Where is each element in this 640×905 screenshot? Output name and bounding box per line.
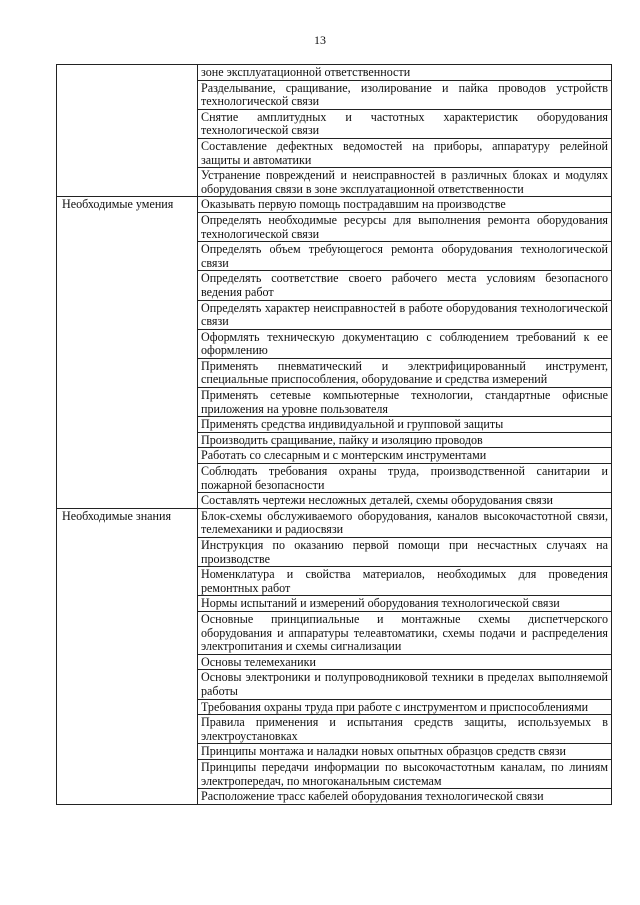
section-item: Составление дефектных ведомостей на приборы, аппаратуру релейной защиты и автоматики [198, 138, 612, 167]
page-number: 13 [314, 33, 326, 47]
section-item: Составлять чертежи несложных деталей, схемы оборудования связи [198, 493, 612, 509]
section-item: Применять средства индивидуальной и групповой защиты [198, 417, 612, 433]
section-item: Соблюдать требования охраны труда, производственной санитарии и пожарной безопасности [198, 464, 612, 493]
section-item: Инструкция по оказанию первой помощи при несчастных случаях на производстве [198, 538, 612, 567]
section-item: зоне эксплуатационной ответственности [198, 65, 612, 81]
table-row [57, 65, 612, 81]
section-item: Устранение повреждений и неисправностей в различных блоках и модулях оборудования связи в зоне эксплуатационной ответственности [198, 168, 612, 197]
section-label: Необходимые умения [57, 197, 198, 508]
section-item: Блок-схемы обслуживаемого оборудования, каналов высокочастотной связи, телемеханики и радиосвязи [198, 508, 612, 537]
section-label: Необходимые знания [57, 508, 198, 804]
section-item: Определять необходимые ресурсы для выполнения ремонта оборудования технологической связи [198, 212, 612, 241]
section-item: Применять пневматический и электрифицированный инструмент, специальные приспособления, оборудование и средства измерений [198, 358, 612, 387]
section-item: Определять объем требующегося ремонта оборудования технологической связи [198, 242, 612, 271]
section-item: Разделывание, сращивание, изолирование и пайка проводов устройств технологической связи [198, 80, 612, 109]
table-row [57, 197, 612, 213]
section-item: Основы электроники и полупроводниковой техники в пределах выполняемой работы [198, 670, 612, 699]
section-item: Работать со слесарным и с монтерским инструментами [198, 448, 612, 464]
section-label [57, 65, 198, 197]
section-item: Расположение трасс кабелей оборудования технологической связи [198, 789, 612, 805]
section-item: Применять сетевые компьютерные технологии, стандартные офисные приложения на уровне пользователя [198, 388, 612, 417]
table-row [57, 508, 612, 537]
section-item: Основные принципиальные и монтажные схемы диспетчерского оборудования и аппаратуры телеавтоматики, схемы подачи и распределения электропитания и схемы сигнализации [198, 611, 612, 654]
section-item: Требования охраны труда при работе с инструментом и приспособлениями [198, 699, 612, 715]
qualification-table [56, 64, 612, 805]
section-item: Определять соответствие своего рабочего места условиям безопасного ведения работ [198, 271, 612, 300]
section-item: Производить сращивание, пайку и изоляцию проводов [198, 432, 612, 448]
section-item: Оказывать первую помощь пострадавшим на производстве [198, 197, 612, 213]
section-item: Правила применения и испытания средств защиты, используемых в электроустановках [198, 715, 612, 744]
section-item: Определять характер неисправностей в работе оборудования технологической связи [198, 300, 612, 329]
section-item: Оформлять техническую документацию с соблюдением требований к ее оформлению [198, 329, 612, 358]
table-body [57, 65, 612, 805]
section-item: Основы телемеханики [198, 654, 612, 670]
section-item: Номенклатура и свойства материалов, необходимых для проведения ремонтных работ [198, 567, 612, 596]
section-item: Снятие амплитудных и частотных характеристик оборудования технологической связи [198, 109, 612, 138]
section-item: Нормы испытаний и измерений оборудования технологической связи [198, 596, 612, 612]
section-item: Принципы монтажа и наладки новых опытных образцов средств связи [198, 744, 612, 760]
section-item: Принципы передачи информации по высокочастотным каналам, по линиям электропередач, по многоканальным системам [198, 759, 612, 788]
